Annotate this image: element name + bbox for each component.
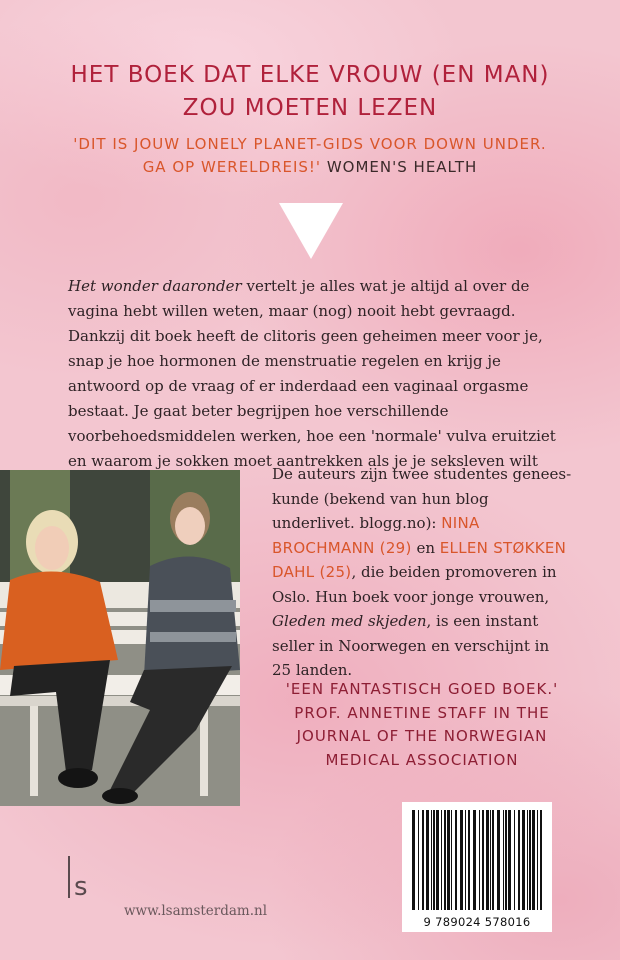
authors-text-2: en <box>411 538 440 557</box>
author-name-ellen: ELLEN STØKKEN DAHL (25) <box>272 538 567 581</box>
barcode-bar <box>503 810 504 910</box>
quote-line-2: GA OP WERELDREIS!' <box>142 158 322 176</box>
barcode-bar <box>468 810 470 910</box>
quote2-line-3: JOURNAL OF THE NORWEGIAN <box>296 727 548 745</box>
barcode-bar <box>492 810 494 910</box>
quote-source: WOMEN'S HEALTH <box>326 158 478 176</box>
barcode-bar <box>473 810 476 910</box>
quote-line-1: 'DIT IS JOUW LONELY PLANET-GIDS VOOR DOWN UNDER. <box>73 135 547 153</box>
barcode-bar <box>426 810 429 910</box>
barcode-bar <box>529 810 531 910</box>
author-photo-illustration <box>0 470 240 806</box>
authors-text-1: De auteurs zijn twee studentes geneeskunde (bekend van hun blog underlivet. blogg.no): <box>272 465 572 532</box>
press-quote-journal <box>264 678 580 772</box>
barcode-bar <box>465 810 466 910</box>
barcode-bar <box>441 810 442 910</box>
book-title: Het wonder daaronder <box>68 277 242 295</box>
quote2-line-1: 'EEN FANTASTISCH GOED BOEK.' <box>285 680 559 698</box>
barcode-bar <box>505 810 507 910</box>
headline-line-1: HET BOEK DAT ELKE VROUW (EN MAN) <box>70 62 550 89</box>
logo-bar <box>68 856 70 898</box>
intro-text: vertelt je alles wat je altijd al over de vagina hebt willen weten, maar (nog) nooit hebt gevraagd. Dankzij dit boek heeft de clitoris geen geheimen meer voor je, snap je hoe hormonen de menstruatie regelen en krijg je antwoord op de vraag of er inderdaad een vaginaal orgasme bestaat. Je gaat beter begrijpen hoe verschillende voorbehoedsmiddelen werken, hoe een 'normale' vulva eruitziet en waarom je sokken moet aantrekken als je je seksleven wilt <box>68 277 556 470</box>
barcode-bar <box>460 810 463 910</box>
headline-line-2: ZOU MOETEN LEZEN <box>182 95 438 122</box>
barcode-bar <box>518 810 520 910</box>
barcode-bar <box>522 810 525 910</box>
barcode-bars <box>402 802 552 914</box>
barcode-bar <box>455 810 457 910</box>
headline <box>0 59 620 125</box>
barcode-bar <box>482 810 484 910</box>
barcode-bar <box>537 810 538 910</box>
barcode-bar <box>436 810 439 910</box>
barcode-bar <box>418 810 419 910</box>
barcode-bar <box>540 810 542 910</box>
isbn-number: 9 789024 578016 <box>423 915 531 929</box>
barcode-bar <box>532 810 535 910</box>
barcode-bar <box>431 810 432 910</box>
barcode-bar <box>412 810 415 910</box>
barcode-bar <box>527 810 528 910</box>
barcode-bar <box>479 810 480 910</box>
barcode-bar <box>514 810 515 910</box>
isbn-barcode <box>402 802 552 932</box>
authors-paragraph <box>272 462 572 683</box>
barcode-bar <box>444 810 446 910</box>
barcode-bar <box>451 810 452 910</box>
quote2-line-4: MEDICAL ASSOCIATION <box>325 750 519 769</box>
barcode-bar <box>422 810 424 910</box>
authors-text-4: , is een instant seller in Noorwegen en verschijnt in 25 landen. <box>272 612 550 679</box>
press-quote-womens-health <box>0 133 620 179</box>
barcode-bar <box>490 810 491 910</box>
authors-text-3: , die beiden promoveren in Oslo. Hun boek voor jonge vrouwen, <box>272 563 557 606</box>
barcode-bar <box>486 810 489 910</box>
author-photo <box>0 470 240 806</box>
publisher-website: www.lsamsterdam.nl <box>124 903 268 919</box>
author-name-nina: NINA BROCHMANN (29) <box>272 514 480 557</box>
barcode-bar <box>508 810 511 910</box>
barcode-bar <box>433 810 435 910</box>
logo-text: s <box>74 872 88 902</box>
norwegian-book-title: Gleden med skjeden <box>272 612 427 630</box>
quote2-line-2: PROF. ANNETINE STAFF IN THE <box>294 703 550 722</box>
triangle-icon <box>279 203 343 259</box>
barcode-bar <box>497 810 500 910</box>
barcode-bar <box>447 810 450 910</box>
